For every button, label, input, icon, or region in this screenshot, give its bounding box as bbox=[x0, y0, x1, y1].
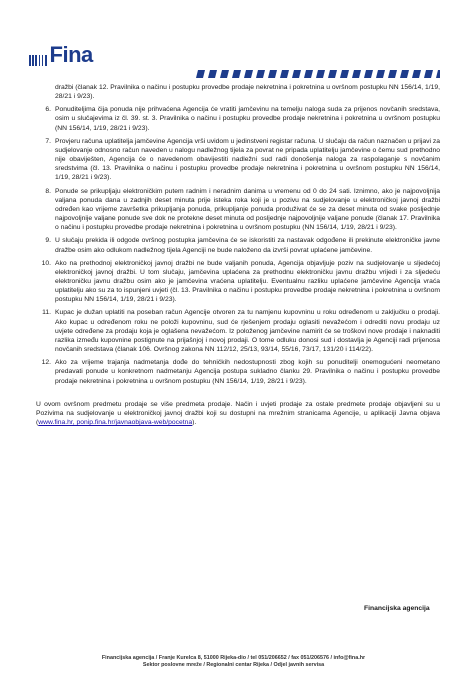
item-number: 7. bbox=[45, 137, 51, 145]
item-text: Kupac je dužan uplatiti na poseban račun Agencije otvoren za tu namjenu kupovninu u roku određenom u zaključku o prodaji. Ako kupac u određenom roku ne položi kupovninu, sud će rješenjem prodaju oglasiti nevažećom i odrediti novu prodaju uz uvjete određene za prodaju koja je oglašena nevažećom. Iz položenog jamčevine namirit će se troškovi nove prodaje i naknaditi razlika između kupovnine postignute na prijašnjoj i novoj prodaji. O tome odluku donosi sud i dostavlja je Agenciji radi prijenosa novčanih sredstava (članak 106. Ovršnog zakona NN 112/12, 25/13, 93/14, 55/16, 73/17, 131/20 i 114/22). bbox=[55, 309, 440, 354]
item-number: 9. bbox=[45, 237, 51, 245]
stripe-segment bbox=[436, 70, 440, 78]
list-item bbox=[36, 137, 440, 183]
stripe-segment bbox=[196, 70, 205, 78]
list-item bbox=[36, 308, 440, 354]
item-text: dražbi (članak 12. Pravilnika o načinu i postupku provedbe prodaje nekretnina i pokretnina u ovršnom postupku NN 156/14, 1/19, 28/21 i 9/23). bbox=[55, 84, 440, 101]
item-number: 6. bbox=[45, 106, 51, 114]
logo-text: Fina bbox=[49, 42, 93, 67]
stripe-segment bbox=[280, 70, 289, 78]
document-body bbox=[36, 83, 440, 434]
stripe-segment bbox=[316, 70, 325, 78]
item-text: Ponude se prikupljaju elektroničkim putem radnim i neradnim danima u vremenu od 0 do 24 sati. Iznimno, ako je najpovoljnija valjana ponuda dana u zadnjih deset minuta prije isteka roka koji je u pozivu na sudjelovanje u elektroničkoj javnoj dražbi određen kao vrijeme završetka prikupljanja ponuda, prikupljanje ponuda produživat će se za deset minuta od svake posljednje najpovoljnije valjane ponude sve dok ne protekne deset minuta od posljednje najpovoljnije valjane ponude (članak 17. Pravilnika o načinu i postupku provedbe prodaje nekretnina i pokretnina u ovršnom postupku (NN 156/14, 1/19, 28/21 i 9/23). bbox=[55, 187, 440, 232]
footer-department: Sektor poslovne mreže / Regionalni centar Rijeka / Odjel javnih servisa bbox=[142, 662, 325, 669]
stripe-segment bbox=[244, 70, 253, 78]
list-item bbox=[36, 83, 440, 101]
stripe-segment bbox=[340, 70, 349, 78]
conditions-list bbox=[36, 83, 440, 386]
signature: Financijska agencija bbox=[364, 605, 430, 612]
header-stripe-decoration bbox=[196, 70, 440, 78]
stripe-segment bbox=[328, 70, 337, 78]
item-number: 12. bbox=[41, 359, 51, 367]
list-item bbox=[36, 105, 440, 132]
stripe-segment bbox=[424, 70, 433, 78]
item-text: Ponuditeljima čija ponuda nije prihvaćena Agencija će vratiti jamčevinu na temelju naloga suda za prijenos novčanih sredstava, osim u slučajevima iz čl. 39. st. 3. Pravilnika o načinu i postupku provedbe prodaje nekretnina i pokretnina u ovršnom postupku (NN 156/14, 1/19, 28/21 i 9/23). bbox=[55, 106, 440, 132]
item-number: 10. bbox=[41, 259, 51, 267]
closing-text: U ovom ovršnom predmetu prodaje se više predmeta prodaje. Način i uvjeti prodaje za ostale predmete prodaje objavljeni su u Pozivima na sudjelovanje u elektroničkoj javnoj dražbi koji su dostupni na mrežnim stranicama Agencije, u aplikaciji Javna objava ( bbox=[36, 400, 440, 426]
item-number: 8. bbox=[45, 187, 51, 195]
closing-end: ). bbox=[192, 419, 197, 426]
footer bbox=[0, 655, 467, 669]
item-number: 11. bbox=[42, 309, 51, 317]
logo-bars-icon bbox=[29, 52, 47, 66]
item-text: Provjeru računa uplatitelja jamčevine Agencija vrši uvidom u jedinstveni registar računa. U slučaju da račun naznačen u prijavi za sudjelovanje odnosno račun naveden u nalogu nadležnog tijela za povrat ne pripada uplatitelju jamčevine o čemu sud prethodno nije obaviješten, Agencija će o navedenom obavijestiti nadležni sud radi donošenja naloga za raspolaganje s novčanim sredstvima (čl. 13. Pravilnika o načinu i postupku provedbe prodaje nekretnina i pokretnina u ovršnom postupku NN 156/14, 1/19, 28/21 i 9/23). bbox=[55, 137, 440, 182]
javna-objava-link[interactable]: www.fina.hr, ponip.fina.hr/javnaobjava-web/pocetna bbox=[38, 419, 193, 426]
stripe-segment bbox=[208, 70, 217, 78]
list-item bbox=[36, 187, 440, 233]
stripe-segment bbox=[268, 70, 277, 78]
list-item bbox=[36, 259, 440, 305]
stripe-segment bbox=[292, 70, 301, 78]
item-text: Ako na prethodnoj elektroničkoj javnoj dražbi ne bude valjanih ponuda, Agencija objavljuje poziv na sudjelovanje u sljedećoj elektroničkoj javnoj dražbi. U tom slučaju, jamčevina uplaćena za prethodnu elektroničku javnu dražbu vrijedi i za sljedeću elektroničku javnu dražbu osim ako je jamčevina vraćena uplatitelju. Eventualnu razliku uplaćene jamčevine Agencija vraća uplatitelju ako su za to ispunjeni uvjeti (čl. 13. Pravilnika o načinu i postupku provedbe prodaje nekretnina i pokretnina u ovršnom postupku NN 156/14, 1/19, 28/21 i 9/23). bbox=[55, 259, 440, 304]
stripe-segment bbox=[304, 70, 313, 78]
stripe-segment bbox=[352, 70, 361, 78]
closing-paragraph bbox=[36, 400, 440, 427]
fina-logo bbox=[29, 44, 93, 66]
stripe-segment bbox=[376, 70, 385, 78]
stripe-segment bbox=[364, 70, 373, 78]
stripe-segment bbox=[232, 70, 241, 78]
stripe-segment bbox=[220, 70, 229, 78]
stripe-segment bbox=[412, 70, 421, 78]
list-item bbox=[36, 358, 440, 385]
list-item bbox=[36, 236, 440, 254]
footer-address: Financijska agencija / Franje Kurelca 8, 51000 Rijeka-dio / tel 051/206652 / fax 051/206576 / info@fina.hr bbox=[101, 655, 366, 661]
stripe-segment bbox=[400, 70, 409, 78]
item-text: U slučaju prekida ili odgode ovršnog postupka jamčevina će se iskoristiti za nastavak odgođene ili prekinute elektroničke javne dražbe osim ako odlukom nadležnog tijela Agenciji ne bude naloženo da izvrši povrat uplaćene jamčevine. bbox=[55, 237, 440, 254]
item-text: Ako za vrijeme trajanja nadmetanja dođe do tehničkih nedostupnosti zbog kojih su ponuditelji onemogućeni neometano predavati ponude u konkretnom nadmetanju Agencija postupa sukladno članku 29. Pravilnika o načinu i postupku provedbe prodaje nekretnina i pokretnina u ovršnom postupku (NN 156/14, 1/19, 28/21 i 9/23). bbox=[55, 359, 440, 385]
stripe-segment bbox=[256, 70, 265, 78]
stripe-segment bbox=[388, 70, 397, 78]
